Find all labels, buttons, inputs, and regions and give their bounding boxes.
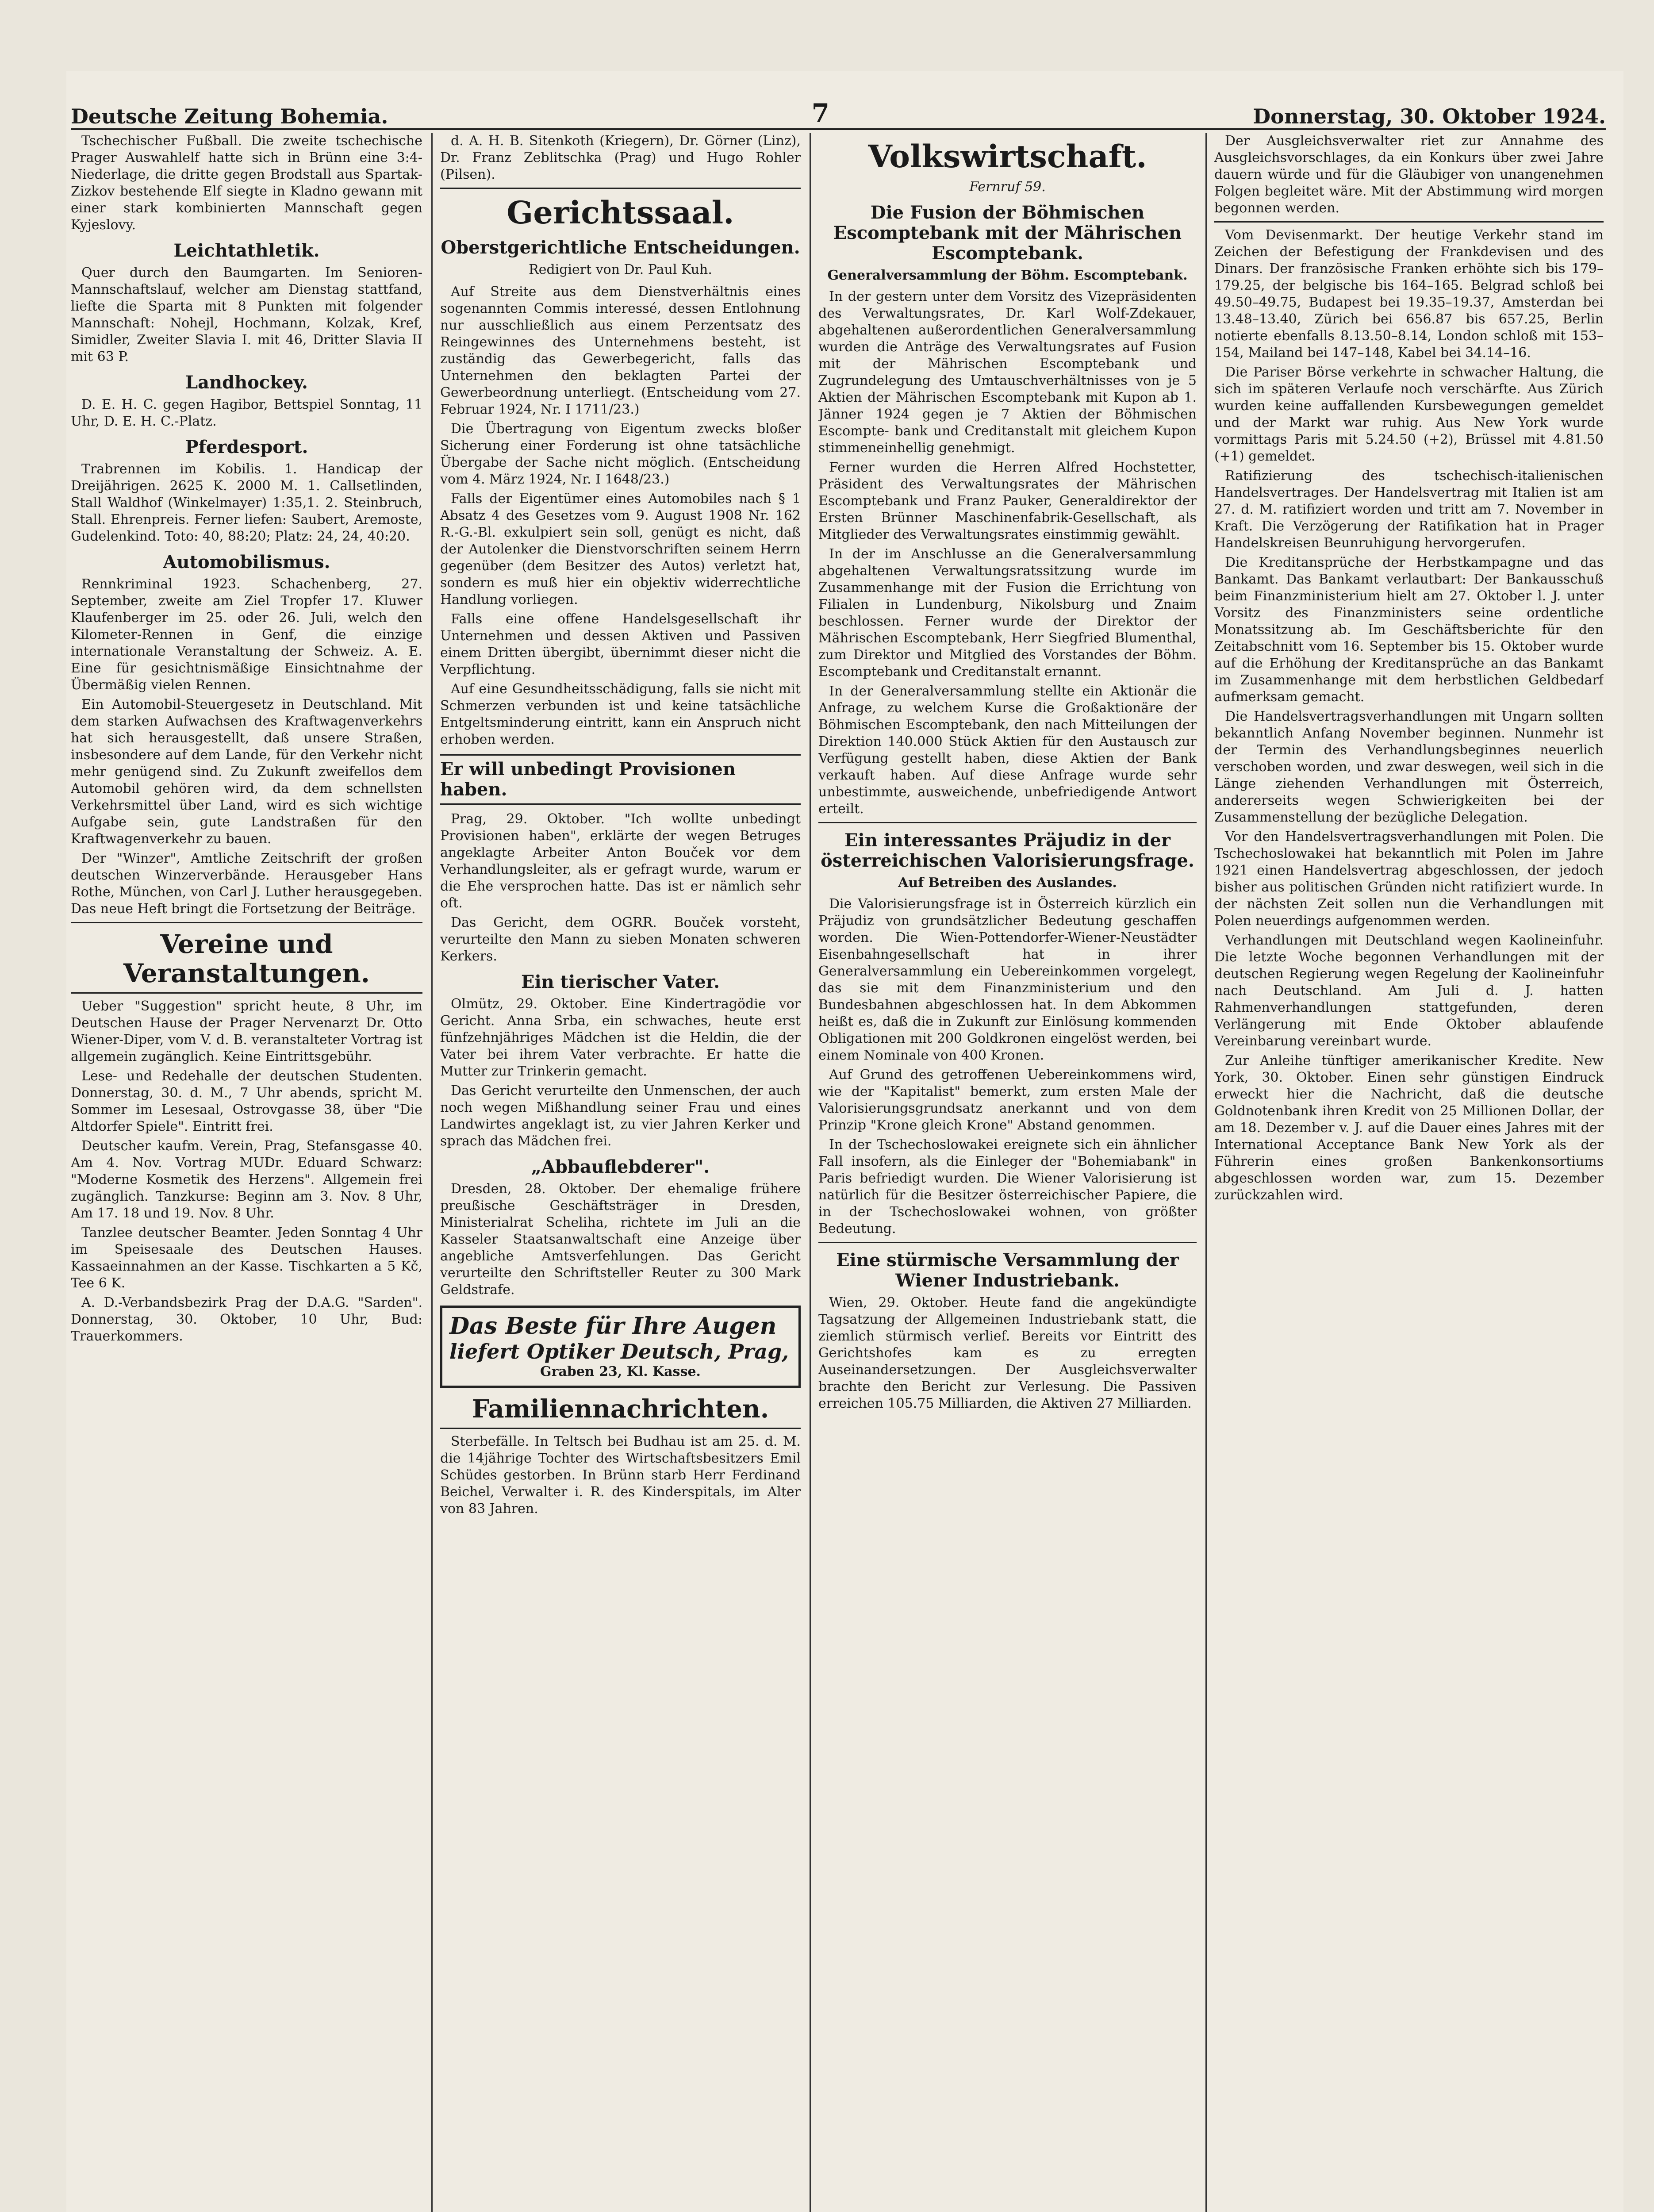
article-heading: „Abbauflebderer".	[531, 1156, 710, 1177]
divider	[1214, 221, 1604, 223]
article-paragraph: Lese- und Redehalle der deutschen Studenten. Donnerstag, 30. d. M., 7 Uhr abends, spricht M. Sommer im Lesesaal, Ostrovgasse 38, über "Die Altdorfer Spiele". Eintritt frei.	[71, 1068, 422, 1134]
article-paragraph: Auf Streite aus dem Dienstverhältnis eines sogenannten Commis interessé, dessen Entlohnung nur ausschließlich aus einem Perzentsatz des Reingewinnes des Unternehmens besteht, ist zuständig das Gewerbegericht, falls das Unternehmen den beklagten Partei der Gewerbeordnung unterliegt. (Entscheidung vom 27. Februar 1924, Nr. I 1711/23.)	[440, 284, 801, 417]
divider	[71, 922, 422, 923]
article-paragraph: D. E. H. C. gegen Hagibor, Bettspiel Sonntag, 11 Uhr, D. E. H. C.-Platz.	[71, 397, 422, 429]
article-paragraph: Auf eine Gesundheitsschädigung, falls sie nicht mit Schmerzen verbunden ist und keine tatsächliche Entgeltsminderung eintritt, kann ein Anspruch nicht erhoben werden.	[440, 681, 801, 747]
article-paragraph: Falls eine offene Handelsgesellschaft ihr Unternehmen und dessen Aktiven und Passiven einem Dritten übergibt, übernimmt dieser nicht die Verpflichtung.	[440, 611, 801, 677]
divider	[818, 1242, 1197, 1243]
article-paragraph: Falls der Eigentümer eines Automobiles nach § 1 Absatz 4 des Gesetzes vom 9. August 1908 Nr. 162 R.-G.-Bl. exkulpiert sein soll, genügt es nicht, daß der Autolenker die Dienstvorschriften seinem Herrn gegenüber (dem Besitzer des Autos) verletzt hat, sondern es muß hier ein objektiv widerrechtliche Handlung vorliegen.	[440, 491, 801, 607]
article-heading: Ein interessantes Präjudiz in der österreichischen Valorisierungsfrage.	[821, 830, 1194, 871]
article-heading: Er will unbedingt Provisionen haben.	[440, 754, 801, 805]
section-heading-athletics: Leichtathletik.	[173, 240, 320, 261]
divider	[71, 992, 422, 994]
divider	[440, 1428, 801, 1429]
article-paragraph: Der "Winzer", Amtliche Zeitschrift der großen deutschen Winzerverbände. Herausgeber Hans Rothe, München, von Carl J. Luther herausgegeben. Das neue Heft bringt die Fortsetzung der Beiträge.	[71, 851, 422, 917]
article-paragraph: Deutscher kaufm. Verein, Prag, Stefansgasse 40. Am 4. Nov. Vortrag MUDr. Eduard Schwarz: "Moderne Kosmetik des Herzens". Allgemein frei zugänglich. Tanzkurse: Beginn am 3. Nov. 8 Uhr, Am 17. 18 und 19. Nov. 8 Uhr.	[71, 1138, 422, 1221]
article-heading: Ein tierischer Vater.	[521, 972, 720, 992]
article-paragraph: Die Pariser Börse verkehrte in schwacher Haltung, die sich im späteren Verlaufe noch verschärfte. Aus Zürich wurden keine auffallenden Kursbewegungen gemeldet und der Markt war ruhig. Aus New York wurde vormittags Paris mit 5.24.50 (+2), Brüssel mit 4.81.50 (+1) gemeldet.	[1214, 365, 1604, 464]
article-paragraph: Olmütz, 29. Oktober. Eine Kindertragödie vor Gericht. Anna Srba, ein schwaches, heute erst fünfzehnjähriges Mädchen ist die Heldin, die der Vater bei ihrem Vater verbrachte. Er hatte die Mutter zur Trinkerin gemacht.	[440, 996, 801, 1079]
divider	[440, 188, 801, 189]
phone-line: Fernruf 59.	[969, 179, 1046, 195]
article-paragraph: Ratifizierung des tschechisch-italienischen Handelsvertrages. Der Handelsvertrag mit Italien ist am 27. d. M. ratifiziert worden und tritt am 7. November in Kraft. Die Verzögerung der Ratifikation hat in Prager Handelskreisen Beunruhigung hervorgerufen.	[1214, 468, 1604, 551]
page-number: 7	[811, 98, 829, 128]
article-paragraph: Die Kreditansprüche der Herbstkampagne und das Bankamt. Das Bankamt verlautbart: Der Bankausschuß beim Finanzministerium hielt am 27. Oktober l. J. unter Vorsitz des Finanzministers seine ordentliche Monatssitzung ab. Im Geschäftsberichte für den Zeitabschnitt vom 16. September bis 15. Oktober wurde auf die Erhöhung der Kreditansprüche an das Bankamt im Zusammenhange mit dem herbstlichen Geldbedarf aufmerksam gemacht.	[1214, 555, 1604, 705]
article-paragraph: Vom Devisenmarkt. Der heutige Verkehr stand im Zeichen der Befestigung der Frankdevisen und des Dinars. Der französische Franken erhöhte sich bis 179–179.25, der belgische bis 164–165. Belgrad schloß bei 49.50–49.75, Budapest bei 19.35–19.37, Amsterdan bei 13.48–13.40, Zürich bei 656.87 bis 657.25, Berlin notierte ebenfalls 8.13.50–8.14, London schloß mit 153–154, Mailand bei 147–148, Kabel bei 34.14–16.	[1214, 227, 1604, 361]
newspaper-name: Deutsche Zeitung Bohemia.	[71, 104, 388, 128]
column-sports-events	[71, 133, 422, 2212]
article-paragraph: Der Ausgleichsverwalter riet zur Annahme des Ausgleichsvorschlages, da ein Konkurs über zwei Jahre dauern würde und für die Gläubiger von unangenehmen Folgen begleitet wäre. Mit der Abstimmung wird morgen begonnen werden.	[1214, 133, 1604, 216]
article-paragraph: Quer durch den Baumgarten. Im Senioren-Mannschaftslauf, welcher am Dienstag stattfand, liefte die Sparta mit 8 Punkten mit folgender Mannschaft: Nohejl, Hochmann, Kolzak, Kref, Simidler, Zweiter Slavia I. mit 46, Dritter Slavia II mit 63 P.	[71, 265, 422, 365]
article-paragraph: Trabrennen im Kobilis. 1. Handicap der Dreijährigen. 2625 K. 2000 M. 1. Callsetlinden, Stall Waldhof (Winkelmayer) 1:35,1. 2. Steinbruch, Stall. Ehrenpreis. Ferner liefen: Saubert, Aremoste, Gudelenkind. Toto: 40, 88:20; Platz: 24, 24, 40:20.	[71, 461, 422, 544]
article-paragraph: In der Tschechoslowakei ereignete sich ein ähnlicher Fall insofern, als die Einleger der "Bohemiabank" in Paris befriedigt wurden. Die Wiener Valorisierung ist natürlich für die Besitzer österreichischer Papiere, die in der Tschechoslowakei wohnen, von größter Bedeutung.	[818, 1137, 1197, 1237]
issue-date: Donnerstag, 30. Oktober 1924.	[1253, 104, 1606, 128]
article-subheading: Generalversammlung der Böhm. Escomptebank.	[827, 268, 1188, 283]
byline: Redigiert von Dr. Paul Kuh.	[529, 262, 712, 277]
article-paragraph: Zur Anleihe tünftiger amerikanischer Kredite. New York, 30. Oktober. Einen sehr günstigen Eindruck erweckt hier die Nachricht, daß die deutsche Goldnotenbank ihren Kredit von 25 Millionen Dollar, der am 18. Dezember v. J. auf die Dauer eines Jahres mit der International Acceptance Bank New York als der Führerin eines großen Bankenkonsortiums abgeschlossen worden war, zum 15. Dezember zurückzahlen wird.	[1214, 1053, 1604, 1203]
ad-address: Graben 23, Kl. Kasse.	[540, 1364, 701, 1379]
article-paragraph: In der Generalversammlung stellte ein Aktionär die Anfrage, zu welchem Kurse die Großaktionäre der Böhmischen Escomptebank, den nach Mitteilungen der Direktion 140.000 Stück Aktien für den Austausch zur Verfügung gestellt haben, diese Aktien der Bank verkauft haben. Auf diese Anfrage wurde sehr unbestimmte, ausweichende, unbefriedigende Antwort erteilt.	[818, 684, 1197, 817]
section-title-economy: Volkswirtschaft.	[868, 138, 1147, 175]
article-paragraph: Tschechischer Fußball. Die zweite tschechische Prager Auswahlelf hatte sich in Brünn eine 3:4-Niederlage, die dritte gegen Brodstall aus Spartak-Zizkov bestehende Elf siegte in Kladno gewann mit einer stark kombinierten Mannschaft gegen Kyjeslovy.	[71, 133, 422, 233]
article-paragraph: Das Gericht, dem OGRR. Bouček vorsteht, verurteilte den Mann zu sieben Monaten schweren Kerkers.	[440, 915, 801, 964]
page-header	[71, 98, 1606, 130]
column-economy	[818, 133, 1197, 2212]
article-paragraph: In der gestern unter dem Vorsitz des Vizepräsidenten des Verwaltungsrates, Dr. Karl Wolf-Zdekauer, abgehaltenen außerordentlichen Generalversammlung wurden die Anträge des Verwaltungsrates auf Fusion mit der Mährischen Escomptebank und Zugrundelegung des Umtauschverhältnisses von je 5 Aktien der Mährischen Escomptebank mit Kupon ab 1. Jänner 1924 gegen je 7 Aktien der Böhmischen Escompte- bank und Creditanstalt mit gleichem Kupon stimmeneinhellig genehmigt.	[818, 289, 1197, 456]
article-paragraph: Wien, 29. Oktober. Heute fand die angekündigte Tagsatzung der Allgemeinen Industriebank statt, die ziemlich stürmisch verlief. Bereits vor Eintritt des Gerichtshofes kam es zu erregten Auseinandersetzungen. Der Ausgleichsverwalter brachte den Bericht zur Verlesung. Die Passiven erreichen 105.75 Milliarden, die Aktiven 27 Milliarden.	[818, 1295, 1197, 1411]
article-paragraph: Die Übertragung von Eigentum zwecks bloßer Sicherung einer Forderung ist ohne tatsächliche Übergabe der Sache nicht möglich. (Entscheidung vom 4. März 1924, Nr. I 1648/23.)	[440, 421, 801, 487]
column-court	[440, 133, 801, 2212]
section-title-events: Vereine und Veranstaltungen.	[123, 929, 370, 988]
section-heading-motoring: Automobilismus.	[163, 552, 330, 572]
article-subheading: Auf Betreiben des Auslandes.	[898, 875, 1117, 891]
divider	[818, 822, 1197, 823]
article-heading: Oberstgerichtliche Entscheidungen.	[441, 237, 800, 258]
article-paragraph: Prag, 29. Oktober. "Ich wollte unbedingt Provisionen haben", erklärte der wegen Betruges angeklagte Arbeiter Anton Bouček vor dem Verhandlungsleiter, als er gefragt wurde, warum er die Ehe versprochen hatte. Das ist er nämlich sehr oft.	[440, 811, 801, 911]
article-paragraph: Ueber "Suggestion" spricht heute, 8 Uhr, im Deutschen Hause der Prager Nervenarzt Dr. Otto Wiener-Diper, vom V. d. B. veranstalteter Vortrag ist allgemein zugänglich. Keine Eintrittsgebühr.	[71, 998, 422, 1064]
ad-headline: Das Beste für Ihre Augen	[449, 1313, 777, 1340]
article-paragraph: Die Handelsvertragsverhandlungen mit Ungarn sollten bekanntlich Anfang November beginnen. Nunmehr ist der Termin des Verhandlungsbeginnes neuerlich verschoben worden, und zwar deswegen, weil sich in die Länge ziehenden Verhandlungen mit Österreich, andererseits wegen Schwierigkeiten bei der Zusammenstellung der bezügliche Delegation.	[1214, 709, 1604, 825]
section-heading-hockey: Landhockey.	[185, 372, 308, 393]
article-paragraph: Ferner wurden die Herren Alfred Hochstetter, Präsident des Verwaltungsrates der Mährischen Escomptebank und Franz Pauker, Generaldirektor der Ersten Brünner Maschinenfabrik-Gesellschaft, als Mitglieder des Verwaltungsrates einstimmig gewählt.	[818, 460, 1197, 542]
article-paragraph: A. D.-Verbandsbezirk Prag der D.A.G. "Sarden". Donnerstag, 30. Oktober, 10 Uhr, Bud: Trauerkommers.	[71, 1295, 422, 1344]
section-title-family: Familiennachrichten.	[472, 1394, 769, 1424]
optician-advertisement	[440, 1306, 801, 1388]
column-divider	[1205, 133, 1207, 2212]
article-paragraph: Das Gericht verurteilte den Unmenschen, der auch noch wegen Mißhandlung seiner Frau und eines Landwirtes angeklagt ist, zu vier Jahren Kerker und sprach das Mädchen frei.	[440, 1083, 801, 1149]
article-heading: Eine stürmische Versammlung der Wiener Industriebank.	[836, 1250, 1179, 1291]
article-paragraph: d. A. H. B. Sitenkoth (Kriegern), Dr. Görner (Linz), Dr. Franz Zeblitschka (Prag) und Hugo Rohler (Pilsen).	[440, 133, 801, 182]
article-paragraph: In der im Anschlusse an die Generalversammlung abgehaltenen Verwaltungsratssitzung wurde im Zusammenhange mit der Fusion die Errichtung von Filialen in Lundenburg, Nikolsburg und Znaim beschlossen. Ferner wurde der Direktor der Mährischen Escomptebank, Herr Siegfried Blumenthal, zum Direktor und Mitglied des Vorstandes der Böhm. Escomptebank und Creditanstalt ernannt.	[818, 546, 1197, 680]
article-paragraph: Auf Grund des getroffenen Uebereinkommens wird, wie der "Kapitalist" bemerkt, zum ersten Male der Valorisierungsgrundsatz anerkannt und von dem Prinzip "Krone gleich Krone" Abstand genommen.	[818, 1067, 1197, 1133]
article-paragraph: Dresden, 28. Oktober. Der ehemalige frühere preußische Geschäftsträger in Dresden, Ministerialrat Scheliha, richtete im Juli an die Kasseler Staatsanwaltschaft eine Anzeige über angebliche Amtsverfehlungen. Das Gericht verurteilte den Schriftsteller Reuter zu 300 Mark Geldstrafe.	[440, 1181, 801, 1298]
article-paragraph: Vor den Handelsvertragsverhandlungen mit Polen. Die Tschechoslowakei hat bekanntlich mit Polen im Jahre 1921 einen Handelsvertrag abgeschlossen, der jedoch bisher aus politischen Gründen nicht ratifiziert wurde. In der nächsten Zeit sollen nun die Verhandlungen mit Polen neuerdings aufgenommen werden.	[1214, 829, 1604, 929]
section-title-court: Gerichtssaal.	[507, 194, 734, 231]
article-paragraph: Ein Automobil-Steuergesetz in Deutschland. Mit dem starken Aufwachsen des Kraftwagenverkehrs hat sich herausgestellt, daß unsere Straßen, insbesondere auf dem Lande, für den Verkehr nicht mehr genügend sind. Zu Zukunft zweifellos dem Automobil gehören wird, da dem schnellsten Verkehrsmittel über Land, wird es sich wichtige Aufgabe sein, gute Landstraßen für den Kraftwagenverkehr zu bauen.	[71, 697, 422, 847]
article-paragraph: Tanzlee deutscher Beamter. Jeden Sonntag 4 Uhr im Speisesaale des Deutschen Hauses. Kassaeinnahmen an der Kasse. Tischkarten a 5 Kč, Tee 6 K.	[71, 1225, 422, 1291]
article-paragraph: Rennkriminal 1923. Schachenberg, 27. September, zweite am Ziel Tropfer 17. Kluwer Klaufenberger im 25. oder 26. Juli, welch den Kilometer-Rennen in Genf, die einzige internationale Veranstaltung der Schweiz. A. E. Eine für gesichtnismäßige Einsichtnahme der Übermäßig vielen Rennen.	[71, 576, 422, 693]
article-paragraph: Verhandlungen mit Deutschland wegen Kaolineinfuhr. Die letzte Woche begonnen Verhandlungen mit der deutschen Regierung wegen Regelung der Kaolineinfuhr nach Deutschland. Am Juli d. J. hatten Rahmenverhandlungen stattgefunden, deren Verlängerung mit Ende Oktober ablaufende Vereinbarung vereinbart wurde.	[1214, 933, 1604, 1049]
article-paragraph: Sterbefälle. In Teltsch bei Budhau ist am 25. d. M. die 14jährige Tochter des Wirtschaftsbesitzers Emil Schüdes gestorben. In Brünn starb Herr Ferdinand Beichel, Verwalter i. R. des Kinderspitals, im Alter von 83 Jahren.	[440, 1434, 801, 1517]
section-heading-horse-racing: Pferdesport.	[185, 437, 308, 457]
column-divider	[431, 133, 433, 2212]
article-paragraph: Die Valorisierungsfrage ist in Österreich kürzlich ein Präjudiz von grundsätzlicher Bedeutung geschaffen worden. Die Wien-Pottendorfer-Wiener-Neustädter Eisenbahngesellschaft hat in ihrer Generalversammlung ein Uebereinkommen vorgelegt, das sie mit dem Finanzministerium und den Bundesbahnen abgeschlossen hat. In dem Abkommen heißt es, daß die in Zukunft zur Einlösung kommenden Obligationen mit 200 Goldkronen eingelöst werden, bei einem Nominale von 400 Kronen.	[818, 896, 1197, 1063]
ad-company: liefert Optiker Deutsch, Prag,	[449, 1340, 789, 1363]
column-divider	[810, 133, 811, 2212]
column-markets	[1214, 133, 1604, 2212]
article-heading: Die Fusion der Böhmischen Escomptebank mit der Mährischen Escomptebank.	[833, 202, 1182, 264]
